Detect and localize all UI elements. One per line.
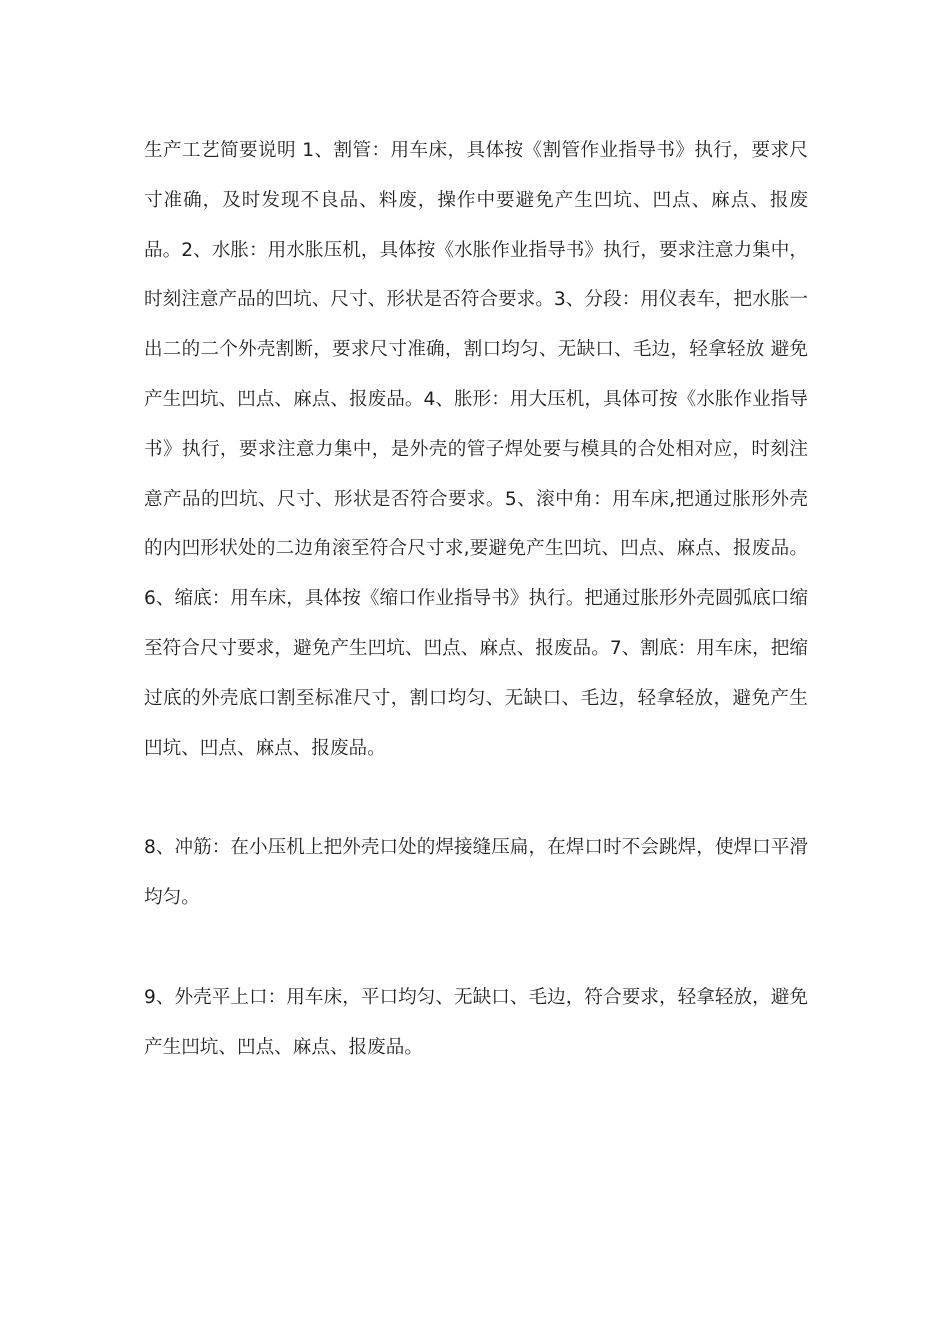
paragraph-process-steps-1-7: 生产工艺简要说明 1、割管：用车床，具体按《割管作业指导书》执行，要求尺寸准确，及时发现不良品、料废，操作中要避免产生凹坑、凹点、麻点、报废品。2、水胀：用水胀压机，具体按《水胀作业指导书》执行，要求注意力集中，时刻注意产品的凹坑、尺寸、形状是否符合要求。3、分段：用仪表车，把水胀一出二的二个外壳割断，要求尺寸准确，割口均匀、无缺口、毛边，轻拿轻放 避免产生凹坑、凹点、麻点、报废品。4、胀形：用大压机，具体可按《水胀作业指导书》执行，要求注意力集中，是外壳的管子焊处要与模具的合处相对应，时刻注意产品的凹坑、尺寸、形状是否符合要求。5、滚中角：用车床,把通过胀形外壳的内凹形状处的二边角滚至符合尺寸求,要避免产生凹坑、凹点、麻点、报废品。6、缩底：用车床，具体按《缩口作业指导书》执行。把通过胀形外壳圆弧底口缩至符合尺寸要求，避免产生凹坑、凹点、麻点、报废品。7、割底：用车床，把缩过底的外壳底口割至标准尺寸，割口均匀、无缺口、毛边，轻拿轻放，避免产生凹坑、凹点、麻点、报废品。 [144, 140, 808, 759]
paragraph-step-9: 9、外壳平上口：用车床，平口均匀、无缺口、毛边，符合要求，轻拿轻放，避免产生凹坑、凹点、麻点、报废品。 [144, 986, 808, 1058]
document-body [144, 126, 808, 1073]
paragraph-step-8: 8、冲筋：在小压机上把外壳口处的焊接缝压扁，在焊口时不会跳焊，使焊口平滑均匀。 [144, 837, 808, 909]
